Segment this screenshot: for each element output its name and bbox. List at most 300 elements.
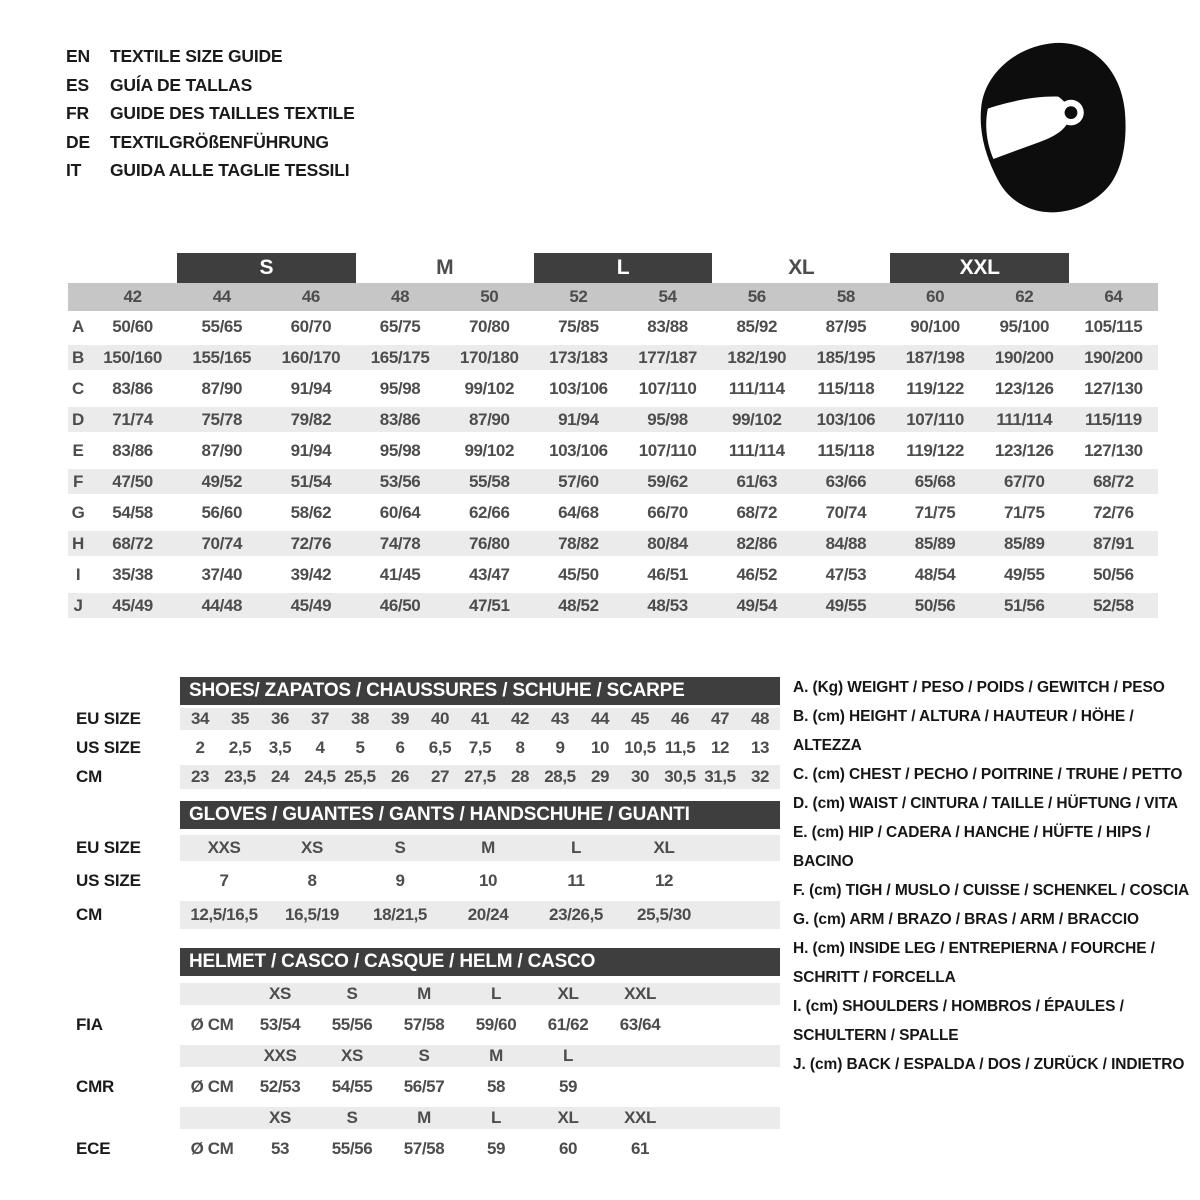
shoes-value: 48 [750, 709, 770, 728]
shoes-value: 10,5 [624, 737, 656, 757]
language-title: GUÍA DE TALLAS [110, 74, 253, 95]
size-value: 87/91 [1093, 533, 1134, 553]
size-group-XL: XL [788, 256, 815, 279]
size-value: 80/84 [647, 533, 688, 553]
shoes-value: 43 [550, 709, 570, 728]
shoes-value: 9 [555, 737, 565, 757]
size-value: 115/118 [817, 440, 875, 460]
shoes-section [180, 677, 780, 789]
size-value: 35/38 [112, 564, 153, 584]
gloves-value: M [481, 838, 495, 857]
size-value: 71/75 [1003, 502, 1045, 522]
gloves-value: XS [301, 838, 323, 857]
gloves-value: 12 [654, 871, 674, 890]
table-row-E [68, 435, 1158, 466]
language-row [66, 156, 355, 185]
size-value: 47/53 [825, 564, 867, 584]
helmet-value: 60 [558, 1139, 578, 1158]
size-value: 107/110 [906, 409, 964, 429]
shoes-value: 24,5 [304, 767, 336, 786]
size-value: 46/52 [736, 564, 778, 584]
size-value: 61/63 [736, 471, 778, 491]
helmet-size-label: S [418, 1046, 430, 1065]
helmet-size-label: M [417, 1108, 431, 1127]
shoes-value: 23,5 [224, 767, 256, 786]
language-list [66, 42, 355, 185]
language-title: TEXTILGRÖßENFÜHRUNG [110, 131, 329, 152]
size-value: 55/65 [201, 316, 243, 336]
helmet-standard-ece: ECE [76, 1139, 111, 1158]
textile-size-table [68, 253, 1158, 621]
shoes-value: 45 [630, 709, 650, 728]
size-value: 185/195 [816, 347, 876, 367]
size-value: 72/76 [1093, 502, 1134, 522]
size-value: 66/70 [647, 502, 688, 522]
size-value: 76/80 [468, 533, 510, 553]
size-value: 99/102 [464, 378, 515, 398]
size-value: 71/75 [914, 502, 956, 522]
size-value: 57/60 [558, 471, 599, 491]
size-value: 119/122 [906, 378, 964, 398]
shoes-value: 4 [315, 737, 325, 757]
shoes-value: 41 [470, 709, 490, 728]
size-value: 68/72 [736, 502, 778, 522]
size-value: 99/102 [731, 409, 782, 429]
shoes-value: 7,5 [468, 737, 492, 757]
size-value: 37/40 [201, 564, 243, 584]
helmet-section [180, 948, 780, 1169]
gloves-value: 11 [567, 871, 585, 890]
size-value: 43/47 [468, 564, 510, 584]
gloves-row-eu-size [180, 835, 780, 861]
helmet-value: 55/56 [331, 1015, 373, 1034]
legend-item-g: G. (cm) ARM / BRAZO / BRAS / ARM / BRACCIO [793, 911, 1139, 928]
gloves-label-us-size: US SIZE [76, 871, 141, 890]
language-code: IT [66, 160, 82, 180]
size-value: 190/200 [1084, 347, 1143, 367]
gloves-value: 10 [478, 871, 498, 890]
eu-size-band [68, 283, 1158, 311]
size-value: 74/78 [379, 533, 421, 553]
gloves-label-cm: CM [76, 905, 103, 924]
shoes-value: 29 [590, 767, 610, 786]
size-value: 165/175 [370, 347, 430, 367]
shoes-value: 30 [630, 767, 650, 786]
size-value: 48/54 [914, 564, 956, 584]
legend-item-i: I. (cm) SHOULDERS / HOMBROS / ÉPAULES / SCHULTERN / SPALLE [793, 998, 1124, 1044]
shoes-value: 37 [310, 709, 330, 728]
shoes-row-us-size [180, 730, 780, 765]
size-value: 51/56 [1003, 595, 1045, 615]
row-letter: H [72, 533, 84, 553]
size-group-S: S [177, 253, 355, 283]
size-value: 60/64 [379, 502, 421, 522]
legend-item-d: D. (cm) WAIST / CINTURA / TAILLE / HÜFTUNG / VITA [793, 795, 1178, 812]
eu-size-cell: 58 [836, 287, 855, 306]
size-value: 70/74 [201, 533, 243, 553]
size-value: 99/102 [464, 440, 515, 460]
row-letter: I [75, 564, 81, 584]
size-value: 95/98 [379, 378, 421, 398]
size-value: 127/130 [1084, 440, 1143, 460]
row-letter: C [72, 378, 84, 398]
shoes-header-bar: SHOES/ ZAPATOS / CHAUSSURES / SCHUHE / SCARPE [180, 677, 780, 705]
size-value: 182/190 [727, 347, 787, 367]
legend-item-h: H. (cm) INSIDE LEG / ENTREPIERNA / FOURCHE / SCHRITT / FORCELLA [793, 940, 1155, 986]
gloves-value: 23/26,5 [549, 905, 603, 924]
eu-size-cell: 64 [1104, 287, 1123, 306]
helmet-diameter-label: Ø CM [190, 1015, 234, 1034]
shoes-value: 39 [390, 709, 410, 728]
size-value: 85/89 [1003, 533, 1045, 553]
helmet-size-label: XS [341, 1046, 363, 1065]
gloves-value: XL [653, 838, 675, 857]
shoes-row-eu-size [180, 708, 780, 730]
gloves-label-eu-size: EU SIZE [76, 838, 141, 857]
size-value: 190/200 [994, 347, 1054, 367]
size-value: 75/78 [201, 409, 243, 429]
size-value: 107/110 [638, 440, 697, 460]
size-value: 65/75 [379, 316, 421, 336]
size-value: 41/45 [379, 564, 421, 584]
shoes-value: 8 [515, 737, 525, 757]
size-value: 51/54 [290, 471, 332, 491]
size-value: 79/82 [290, 409, 332, 429]
size-value: 39/42 [290, 564, 332, 584]
size-value: 123/126 [994, 378, 1054, 398]
shoes-value: 2,5 [228, 737, 252, 757]
size-value: 111/114 [728, 378, 785, 398]
helmet-size-label: S [346, 984, 358, 1003]
size-value: 83/88 [647, 316, 688, 336]
size-value: 123/126 [994, 440, 1054, 460]
language-row [66, 99, 355, 128]
helmet-standard-fia: FIA [76, 1015, 103, 1034]
language-row [66, 128, 355, 157]
size-value: 75/85 [558, 316, 599, 336]
row-letter: D [72, 409, 84, 429]
size-value: 65/68 [914, 471, 956, 491]
size-value: 50/60 [112, 316, 153, 336]
size-group-row [68, 253, 1158, 283]
shoes-value: 2 [195, 737, 205, 757]
gloves-header-bar: GLOVES / GUANTES / GANTS / HANDSCHUHE / GUANTI [180, 801, 780, 829]
helmet-values-row-cmr [180, 1067, 780, 1107]
eu-size-cell: 62 [1015, 287, 1034, 306]
helmet-sizes-row-ece [180, 1107, 780, 1129]
size-value: 72/76 [290, 533, 332, 553]
row-letter: J [73, 595, 83, 615]
shoes-label-eu-size: EU SIZE [76, 709, 141, 728]
size-value: 45/49 [290, 595, 332, 615]
eu-size-cell: 48 [391, 287, 410, 306]
gloves-value: 8 [307, 871, 317, 890]
size-value: 55/58 [468, 471, 510, 491]
size-value: 54/58 [112, 502, 153, 522]
helmet-value: 61/62 [547, 1015, 589, 1034]
size-value: 50/56 [914, 595, 956, 615]
size-value: 45/50 [558, 564, 599, 584]
size-value: 103/106 [816, 409, 876, 429]
eu-size-cell: 44 [212, 287, 231, 306]
shoes-value: 28,5 [544, 767, 576, 786]
size-value: 60/70 [290, 316, 332, 336]
legend-item-f: F. (cm) TIGH / MUSLO / CUISSE / SCHENKEL / COSCIA [793, 882, 1190, 899]
shoes-value: 23 [190, 767, 210, 786]
gloves-value: 18/21,5 [373, 905, 427, 924]
size-value: 46/51 [647, 564, 688, 584]
helmet-value: 58 [486, 1077, 506, 1096]
size-value: 50/56 [1093, 564, 1134, 584]
size-value: 177/187 [638, 347, 697, 367]
shoes-row-cm [180, 765, 780, 789]
gloves-row-us-size [180, 861, 780, 901]
helmet-value: 56/57 [403, 1077, 445, 1096]
helmet-size-label: XS [269, 984, 291, 1003]
shoes-value: 38 [350, 709, 370, 728]
gloves-row-cm [180, 901, 780, 929]
size-group-M: M [436, 256, 454, 279]
size-value: 78/82 [558, 533, 599, 553]
shoes-value: 25,5 [344, 767, 376, 786]
gloves-value: L [571, 838, 581, 857]
language-code: EN [66, 46, 90, 66]
size-value: 52/58 [1093, 595, 1134, 615]
shoes-value: 13 [750, 737, 770, 757]
size-value: 63/66 [825, 471, 867, 491]
size-value: 71/74 [112, 409, 153, 429]
helmet-header-bar: HELMET / CASCO / CASQUE / HELM / CASCO [180, 948, 780, 976]
size-value: 107/110 [638, 378, 697, 398]
size-value: 95/98 [647, 409, 688, 429]
size-value: 68/72 [1093, 471, 1134, 491]
row-letter: A [72, 316, 84, 336]
legend-item-c: C. (cm) CHEST / PECHO / POITRINE / TRUHE / PETTO [793, 766, 1183, 783]
helmet-values-row-ece [180, 1129, 780, 1169]
size-value: 68/72 [112, 533, 153, 553]
size-value: 103/106 [549, 378, 608, 398]
helmet-size-label: XXL [624, 984, 656, 1003]
table-row-A [68, 311, 1158, 342]
gloves-section [180, 801, 780, 929]
shoes-value: 5 [355, 737, 365, 757]
size-value: 83/86 [379, 409, 421, 429]
size-value: 115/118 [817, 378, 875, 398]
helmet-value: 52/53 [259, 1077, 301, 1096]
table-row-H [68, 528, 1158, 559]
size-value: 44/48 [201, 595, 243, 615]
size-value: 48/53 [647, 595, 688, 615]
gloves-value: S [394, 838, 406, 857]
gloves-value: 9 [395, 871, 405, 890]
size-value: 111/114 [728, 440, 785, 460]
size-value: 103/106 [549, 440, 608, 460]
size-value: 119/122 [906, 440, 964, 460]
language-title: TEXTILE SIZE GUIDE [110, 46, 283, 66]
legend-item-a: A. (Kg) WEIGHT / PESO / POIDS / GEWITCH / PESO [793, 679, 1165, 696]
racing-helmet-icon-svg [975, 38, 1135, 216]
size-value: 49/52 [201, 471, 243, 491]
helmet-size-label: M [417, 984, 431, 1003]
size-value: 47/51 [468, 595, 510, 615]
helmet-value: 57/58 [403, 1139, 445, 1158]
helmet-value: 55/56 [331, 1139, 373, 1158]
shoes-rows [180, 708, 780, 789]
shoes-value: 10 [590, 737, 610, 757]
row-letter: G [71, 502, 85, 522]
shoes-value: 31,5 [704, 767, 736, 786]
shoes-value: 40 [430, 709, 450, 728]
measurement-legend [793, 673, 1199, 1079]
size-value: 160/170 [281, 347, 341, 367]
language-code: DE [66, 131, 90, 152]
shoes-value: 46 [670, 709, 690, 728]
size-value: 95/100 [999, 316, 1050, 336]
eu-size-cell: 52 [569, 287, 588, 306]
shoes-value: 6,5 [428, 737, 452, 757]
row-letter: F [73, 471, 83, 491]
size-value: 91/94 [290, 378, 332, 398]
helmet-value: 59 [558, 1077, 578, 1096]
helmet-size-label: XL [557, 984, 579, 1003]
size-value: 47/50 [112, 471, 153, 491]
helmet-value: 63/64 [619, 1015, 661, 1034]
size-value: 48/52 [558, 595, 599, 615]
size-value: 67/70 [1003, 471, 1045, 491]
size-value: 49/55 [1003, 564, 1045, 584]
shoes-label-us-size: US SIZE [76, 737, 141, 757]
shoes-value: 27 [430, 767, 450, 786]
gloves-value: 20/24 [467, 905, 509, 924]
size-value: 95/98 [379, 440, 421, 460]
size-value: 90/100 [910, 316, 960, 336]
shoes-value: 3,5 [268, 737, 292, 757]
gloves-rows [180, 835, 780, 929]
size-value: 170/180 [459, 347, 519, 367]
helmet-value: 61 [630, 1139, 650, 1158]
table-row-B [68, 342, 1158, 373]
eu-size-cell: 42 [123, 287, 142, 306]
size-value: 155/165 [192, 347, 252, 367]
size-group-L: L [534, 253, 712, 283]
shoes-value: 47 [710, 709, 730, 728]
size-value: 64/68 [558, 502, 599, 522]
size-value: 46/50 [379, 595, 421, 615]
helmet-size-label: S [346, 1108, 358, 1127]
shoes-value: 34 [190, 709, 210, 728]
size-value: 187/198 [905, 347, 965, 367]
helmet-sizes-row-fia [180, 983, 780, 1005]
size-value: 83/86 [112, 440, 153, 460]
legend-item-e: E. (cm) HIP / CADERA / HANCHE / HÜFTE / HIPS / BACINO [793, 824, 1151, 870]
gloves-value: 12,5/16,5 [190, 905, 258, 924]
helmet-diameter-label: Ø CM [190, 1139, 234, 1158]
eu-size-cell: 54 [658, 287, 677, 306]
shoes-value: 6 [395, 737, 405, 757]
helmet-sizes-row-cmr [180, 1045, 780, 1067]
size-value: 49/55 [825, 595, 867, 615]
table-row-J [68, 590, 1158, 621]
shoes-value: 11,5 [664, 737, 696, 757]
size-value: 53/56 [379, 471, 421, 491]
eu-size-cell: 60 [926, 287, 945, 306]
helmet-value: 53/54 [259, 1015, 301, 1034]
table-row-G [68, 497, 1158, 528]
table-row-I [68, 559, 1158, 590]
size-value: 85/92 [736, 316, 778, 336]
helmet-standard-cmr: CMR [76, 1077, 115, 1096]
size-value: 56/60 [201, 502, 243, 522]
table-row-C [68, 373, 1158, 404]
size-value: 87/90 [201, 440, 243, 460]
shoes-value: 44 [590, 709, 610, 728]
shoes-value: 32 [750, 767, 770, 786]
row-letter: E [72, 440, 84, 460]
shoes-label-cm: CM [76, 767, 103, 786]
size-value: 85/89 [914, 533, 956, 553]
language-title: GUIDE DES TAILLES TEXTILE [110, 103, 355, 123]
size-value: 82/86 [736, 533, 778, 553]
language-title: GUIDA ALLE TAGLIE TESSILI [110, 160, 350, 180]
gloves-value: XXS [207, 838, 241, 857]
row-letter: B [72, 347, 84, 367]
shoes-value: 30,5 [664, 767, 696, 786]
size-value: 62/66 [468, 502, 510, 522]
language-code: ES [66, 74, 89, 95]
shoes-value: 12 [710, 737, 730, 757]
helmet-size-label: XXS [263, 1046, 297, 1065]
size-value: 173/183 [549, 347, 608, 367]
table-row-F [68, 466, 1158, 497]
size-value: 150/160 [103, 347, 162, 367]
size-value: 87/90 [468, 409, 510, 429]
size-value: 87/95 [825, 316, 867, 336]
size-value: 127/130 [1084, 378, 1143, 398]
shoes-value: 35 [230, 709, 250, 728]
eu-size-cell: 56 [747, 287, 766, 306]
size-group-XXL: XXL [890, 253, 1068, 283]
helmet-size-label: XS [269, 1108, 291, 1127]
helmet-size-label: XXL [624, 1108, 656, 1127]
size-value: 70/74 [825, 502, 867, 522]
helmet-value: 54/55 [331, 1077, 373, 1096]
helmet-value: 53 [270, 1139, 290, 1158]
size-value: 91/94 [290, 440, 332, 460]
shoes-value: 27,5 [464, 767, 496, 786]
gloves-value: 7 [219, 871, 229, 890]
helmet-values-row-fia [180, 1005, 780, 1045]
size-value: 49/54 [736, 595, 778, 615]
size-value: 59/62 [647, 471, 688, 491]
racing-helmet-icon [975, 38, 1135, 221]
helmet-value: 59 [486, 1139, 506, 1158]
size-value: 91/94 [558, 409, 599, 429]
helmet-size-label: L [491, 984, 501, 1003]
helmet-value: 57/58 [403, 1015, 445, 1034]
helmet-size-label: L [491, 1108, 501, 1127]
shoes-value: 42 [510, 709, 530, 728]
helmet-value: 59/60 [475, 1015, 517, 1034]
size-value: 115/119 [1085, 409, 1142, 429]
language-row [66, 42, 355, 71]
textile-rows [68, 311, 1158, 621]
table-row-D [68, 404, 1158, 435]
size-value: 58/62 [290, 502, 332, 522]
legend-item-j: J. (cm) BACK / ESPALDA / DOS / ZURÜCK / INDIETRO [793, 1056, 1185, 1073]
eu-size-cell: 46 [301, 287, 320, 306]
size-value: 45/49 [112, 595, 153, 615]
helmet-size-label: XL [557, 1108, 579, 1127]
